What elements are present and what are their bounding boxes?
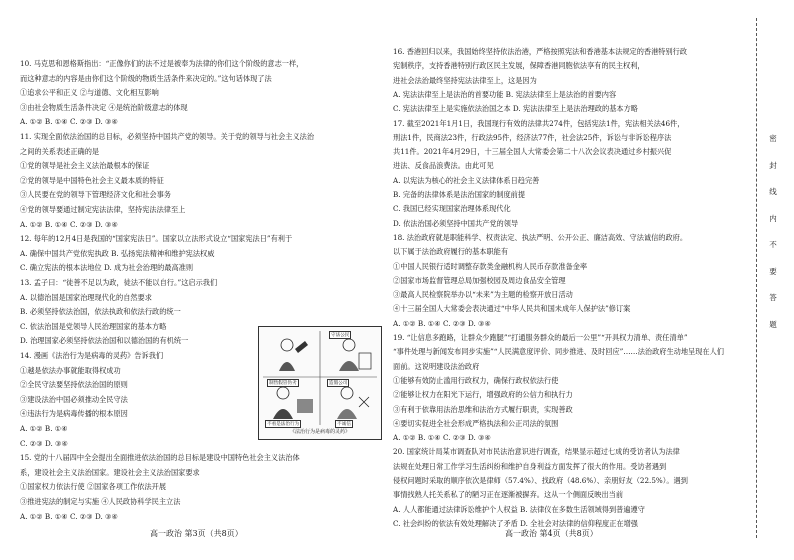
question-line: ②全民守法要坚持依法治国的原则 — [20, 380, 128, 390]
cartoon-label: 不看是法治行为 — [267, 422, 300, 427]
question-line: 10. 马克思和恩格斯指出：“正像你们的法不过是被奉为法律的你们这个阶级的意志一样， — [20, 59, 304, 68]
seal-dashed-line — [756, 18, 757, 538]
question-line: 18. 法治政府就是职能科学、权责法定、执法严明、公开公正、廉洁高效、守法诚信的政府。 — [393, 232, 688, 242]
question-line: ③人民要在党的领导下管理经济文化和社会事务 — [20, 190, 171, 200]
question-line: ①能够有效防止滥用行政权力，确保行政权依法行使 — [393, 375, 559, 385]
seal-char: 密 — [769, 134, 777, 143]
question-line: ③由社会物质生活条件决定 ④是统治阶级意志的体现 — [20, 102, 188, 112]
seal-char: 线 — [769, 187, 777, 196]
question-line: ④十三届全国人大常委会表决通过“中华人民共和国未成年人保护法”修订案 — [393, 304, 631, 314]
question-line: C. 社会纠纷的依法有效处理解决了矛盾 D. 全社会对法律的信仰程度正在增强 — [393, 518, 638, 528]
binding-margin — [748, 0, 794, 560]
question-line: A. ①② B. ①④ C. ②③ D. ③④ — [393, 318, 491, 328]
left-page — [0, 0, 385, 560]
question-line: ①党的领导是社会主义法治最根本的保证 — [20, 161, 150, 171]
question-line: ③建设法治中国必须推动全民守法 — [20, 394, 128, 404]
question-line: ③有利于依靠用法治思维和法治方式履行职责，实现善政 — [393, 404, 573, 414]
seal-char: 答 — [769, 293, 777, 302]
cartoon-title: 《法治行为是病毒的灵药》 — [289, 429, 350, 435]
question-line: 16. 香港回归以来，我国始终坚持依法治港，严格按照宪法和香港基本法规定的香港特别行政 — [393, 47, 688, 56]
left-page-footer: 高一政治 第3页（共8页） — [150, 529, 243, 538]
question-line: ②国家市场监督管理总局加强校园及周边食品安全管理 — [393, 275, 566, 285]
cartoon-label: 制售假冒伪劣 — [269, 381, 297, 386]
seal-char: 要 — [769, 266, 777, 276]
question-line: ③最高人民检察院举办以“未来”为主题的检察开放日活动 — [393, 290, 573, 300]
question-line: A. 确保中国共产党依宪执政 B. 弘扬宪法精神和维护宪法权威 — [20, 248, 215, 258]
seal-char: 内 — [769, 213, 777, 223]
question-line: 以下属于法治政府履行的基本职能有 — [393, 247, 509, 257]
question-line: ③推进宪法的制定与实施 ④人民政协科学民主立法 — [20, 497, 181, 506]
question-line: 刑法1件，民商法23件，行政法95件，经济法77件，社会法25件，诉讼与非诉讼程序法 — [393, 132, 672, 142]
question-line: 侵权问题时采取的顺序依次是律师（57.4%）、找政府（48.6%）、亲朋好友（22.5%）。遇到 — [393, 476, 688, 485]
seal-line-notice — [768, 126, 778, 338]
question-line: C. 依法治国是党领导人民治理国家的基本方略 — [20, 321, 167, 331]
cartoon-label: 不诚信 — [337, 422, 351, 427]
question-line: A. 以德治国是国家治理现代化的自然要求 — [20, 292, 152, 302]
question-line: 系，建设社会主义法治国家。建设社会主义法治国家要求 — [20, 467, 200, 477]
question-line: ①中国人民银行适时调整存款类金融机构人民币存款准备金率 — [393, 261, 588, 271]
question-line: C. 确立宪法的根本法地位 D. 成为社会治理的最高准则 — [20, 263, 194, 273]
question-line: ④党的领导要通过制定宪法法律，坚持宪法法律至上 — [20, 205, 186, 214]
question-line: A. 宪法法律至上是法治的首要功能 B. 宪法法律至上是法治的首要内容 — [393, 89, 617, 99]
question-line: 12. 每年的12月4日是我国的“国家宪法日”。国家以立法形式设立“国家宪法日”有利于 — [20, 234, 293, 244]
seal-char: 题 — [769, 319, 777, 329]
question-line: ④违法行为是病毒传播的根本原因 — [20, 409, 128, 419]
question-line: A. 以宪法为核心的社会主义法律体系日趋完善 — [393, 175, 540, 185]
question-line: ④要切实促进全社会形成严格执法和公正司法的氛围 — [393, 418, 559, 428]
question-line: B. 完备的法律体系是法治国家的制度前提 — [393, 190, 526, 199]
question-line: 进社会法治最终坚持宪法法律至上，这是因为 — [393, 75, 537, 85]
question-line: 面前。这说明建设法治政府 — [393, 361, 480, 371]
question-line: A. ①② B. ①④ C. ②③ D. ③④ — [20, 117, 118, 127]
question-line: 20. 国家统计局某市调查队对市民法治意识进行调查，结果显示超过七成的受访者认为法律 — [393, 447, 680, 457]
question-line: C. ②③ D. ③④ — [20, 438, 68, 448]
question-line: 17. 截至2021年1月1日，我国现行有效的法律共274件，包括宪法1件，宪法相关法46件， — [393, 118, 685, 128]
question-line: ①越是依法办事就能取得权成功 — [20, 365, 121, 375]
question-line: 15. 党的十八届四中全会提出全面推进依法治国的总目标是建设中国特色社会主义法治体 — [20, 453, 300, 463]
question-line: A. ①② B. ①④ — [20, 424, 68, 433]
question-line: D. 依法治国必须坚持中国共产党的领导 — [393, 218, 519, 228]
question-line: A. ①② B. ①④ C. ②③ D. ③④ — [393, 433, 491, 443]
question-line: ②党的领导是中国特色社会主义最本质的特征 — [20, 175, 164, 185]
cartoon-illustration — [258, 326, 382, 440]
question-line: 法规在处理日常工作学习生活纠纷和维护自身利益方面发挥了很大的作用。受访者遇到 — [393, 461, 667, 471]
question-line: 之间的关系表述正确的是 — [20, 146, 100, 156]
question-line: B. 必须坚持依法治国，依法执政和依法行政的统一 — [20, 307, 181, 317]
question-line: 共11件。2021年4月29日，十三届全国人大常委会第二十八次会议表决通过乡村振兴促 — [393, 147, 672, 157]
question-line: 事情找熟人托关系私了的陋习正在逐渐被摒弃。这从一个侧面反映出当前 — [393, 490, 624, 500]
question-line: “事件处理与新闻发布同步实施”“人民满意度评价、同步推进、及时回应”……法治政府生动地呈现在人们 — [393, 347, 724, 357]
question-line: C. 我国已经实现国家治理体系现代化 — [393, 204, 511, 214]
question-line: 13. 孟子曰：“徒善不足以为政，徒法不能以自行。”这启示我们 — [20, 278, 218, 287]
right-page-footer: 高一政治 第4页（共8页） — [505, 529, 598, 538]
cartoon-label: 守法公民 — [331, 333, 350, 338]
question-line: C. 宪法法律至上是实施依法治国之本 D. 宪法法律至上是法治理政的基本方略 — [393, 104, 638, 114]
seal-char: 封 — [769, 160, 777, 170]
question-line: ②能够让权力在阳光下运行，增强政府的公信力和执行力 — [393, 390, 573, 400]
question-line: 进法、反食品浪费法。由此可见 — [393, 161, 494, 171]
question-line: 14. 漫画《法治行为是病毒的灵药》告诉我们 — [20, 351, 164, 360]
question-line: 19. “让信息多跑路，让群众少跑腿”“打通服务群众的最后一公里”“开具权力清单、责任清单” — [393, 333, 688, 342]
question-line: 宪制秩序，支持香港特别行政区民主发展，保障香港同胞依法享有的民主权利， — [393, 61, 645, 71]
question-line: 11. 实现全面依法治国的总目标，必须坚持中国共产党的领导。关于党的领导与社会主义法治 — [20, 132, 315, 141]
question-line: A. ①② B. ①④ C. ②③ D. ③④ — [20, 511, 118, 521]
question-line: A. ①② B. ①④ C. ②③ D. ③④ — [20, 219, 118, 229]
cartoon-label: 造假公司 — [329, 381, 348, 386]
right-page — [385, 0, 745, 560]
question-line: 而这种意志的内容是由你们这个阶级的物质生活条件来决定的。”这句话体现了法 — [20, 73, 272, 83]
question-line: D. 治理国家必须坚持依法治国和以德治国的有机统一 — [20, 336, 189, 346]
question-line: A. 人人都能通过法律诉讼维护个人权益 B. 法律仪在多数生活领域得到普遍遵守 — [393, 504, 645, 514]
question-line: ①国家权力依法行使 ②国家各项工作依法开展 — [20, 482, 167, 492]
seal-char: 不 — [769, 240, 777, 249]
question-line: ①追求公平和正义 ②与道德、文化相互影响 — [20, 88, 159, 98]
